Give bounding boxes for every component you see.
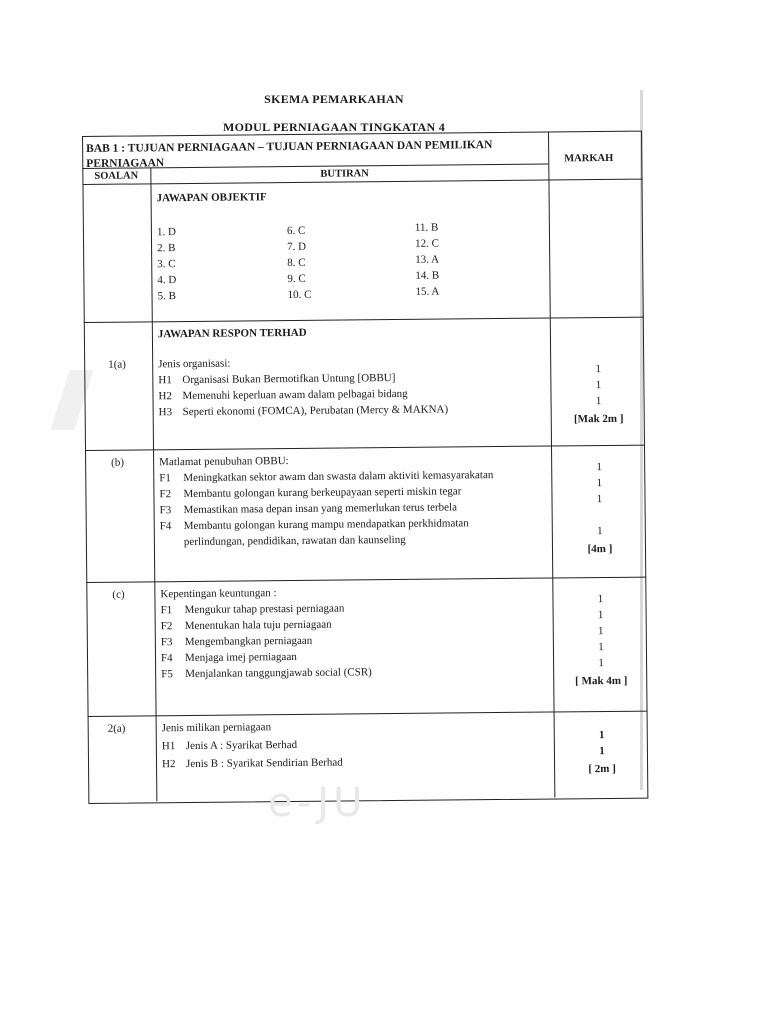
mark-value: 1 bbox=[596, 477, 603, 490]
point-text: Jenis B : Syarikat Sendirian Berhad bbox=[185, 756, 343, 771]
question-number: (b) bbox=[111, 456, 125, 469]
question-number: (c) bbox=[112, 588, 125, 601]
question-intro: Kepentingan keuntungan : bbox=[160, 587, 277, 601]
column-header-soalan: SOALAN bbox=[94, 170, 139, 182]
point-text: Menjalankan tanggungjawab social (CSR) bbox=[185, 666, 372, 681]
point-text: Meningkatkan sektor awam dan swasta dalam aktiviti kemasyarakatan bbox=[183, 469, 494, 485]
point-code: F2 bbox=[160, 620, 173, 633]
answer-item: 1. D bbox=[156, 226, 176, 239]
mark-value: 1 bbox=[598, 641, 604, 654]
point-item bbox=[162, 738, 297, 753]
answer-item: 9. C bbox=[287, 272, 306, 286]
point-code: F3 bbox=[160, 636, 173, 649]
response-section-heading: JAWAPAN RESPON TERHAD bbox=[157, 326, 307, 341]
mark-value: 1 bbox=[597, 593, 604, 606]
answer-item: 5. B bbox=[157, 290, 176, 303]
answer-item: 14. B bbox=[415, 269, 440, 282]
question-number: 2(a) bbox=[107, 722, 126, 735]
mark-value: 1 bbox=[595, 379, 602, 392]
point-item bbox=[158, 371, 395, 387]
point-text: Jenis A : Syarikat Berhad bbox=[185, 738, 298, 753]
point-text: Mengembangkan perniagaan bbox=[184, 634, 313, 649]
answer-item: 11. B bbox=[414, 221, 439, 234]
answer-item: 2. B bbox=[157, 242, 176, 255]
point-item bbox=[161, 634, 313, 649]
point-item bbox=[162, 756, 343, 772]
question-intro: Matlamat penubuhan OBBU: bbox=[159, 455, 289, 469]
point-item bbox=[160, 516, 469, 533]
point-text: Seperti ekonomi (FOMCA), Perubatan (Mercy & MAKNA) bbox=[182, 403, 449, 419]
mark-value: 1 bbox=[595, 363, 602, 376]
mark-value: 1 bbox=[599, 745, 605, 758]
answer-item: 4. D bbox=[157, 274, 177, 287]
point-text: Memastikan masa depan insan yang memerlukan terus terbela bbox=[183, 501, 458, 517]
point-code: H2 bbox=[158, 390, 173, 403]
point-text: Membantu golongan kurang berkeupayaan seperti miskin tegar bbox=[183, 485, 462, 501]
answer-item: 7. D bbox=[287, 240, 307, 254]
answer-item: 15. A bbox=[415, 285, 440, 298]
answer-item: 12. C bbox=[414, 237, 439, 250]
point-code: H1 bbox=[158, 374, 172, 387]
question-intro: Jenis organisasi: bbox=[158, 357, 231, 371]
point-text: Organisasi Bukan Bermotifkan Untung [OBBU] bbox=[182, 372, 396, 387]
point-item bbox=[159, 484, 461, 501]
mark-total: [ 2m ] bbox=[588, 762, 616, 776]
point-text: Menentukan hala tuju perniagaan bbox=[184, 618, 332, 633]
mark-total: [Mak 2m ] bbox=[573, 412, 624, 426]
point-code: F4 bbox=[160, 652, 173, 665]
mark-total: [4m ] bbox=[587, 542, 613, 556]
point-text: Menjaga imej perniagaan bbox=[184, 650, 297, 665]
point-continuation: perlindungan, pendidikan, rawatan dan kaunseling bbox=[183, 533, 406, 549]
marking-scheme-table bbox=[82, 131, 648, 804]
point-item bbox=[161, 618, 332, 634]
document-subtitle: MODUL PERNIAGAAN TINGKATAN 4 bbox=[222, 120, 446, 134]
column-header-markah: MARKAH bbox=[564, 152, 614, 165]
point-item bbox=[160, 602, 344, 618]
point-item bbox=[159, 402, 449, 419]
point-code: H1 bbox=[161, 740, 176, 753]
point-item bbox=[161, 665, 372, 681]
mark-total: [ Mak 4m ] bbox=[575, 674, 628, 688]
document-title: SKEMA PEMARKAHAN bbox=[264, 92, 404, 106]
question-number: 1(a) bbox=[108, 358, 126, 371]
answer-item: 8. C bbox=[287, 256, 306, 270]
point-item bbox=[158, 387, 407, 403]
objective-heading: JAWAPAN OBJEKTIF bbox=[156, 191, 267, 205]
point-code: H2 bbox=[161, 758, 176, 771]
point-item bbox=[160, 500, 458, 517]
point-code: F1 bbox=[160, 604, 173, 617]
mark-value: 1 bbox=[598, 657, 604, 670]
point-item bbox=[161, 650, 297, 665]
answer-item: 3. C bbox=[157, 258, 176, 271]
column-header-butiran: BUTIRAN bbox=[320, 168, 369, 180]
answer-item: 10. C bbox=[287, 288, 312, 302]
mark-value: 1 bbox=[596, 493, 603, 506]
point-text: Mengukur tahap prestasi perniagaan bbox=[184, 602, 345, 617]
answer-item: 6. C bbox=[286, 224, 306, 238]
mark-value: 1 bbox=[597, 609, 604, 622]
point-code: F5 bbox=[161, 668, 173, 681]
chapter-heading: BAB 1 : TUJUAN PERNIAGAAN – TUJUAN PERNIAGAAN DAN PEMILIKAN PERNIAGAAN bbox=[86, 139, 493, 170]
point-code: F3 bbox=[159, 504, 172, 517]
answer-item: 13. A bbox=[415, 253, 440, 266]
point-text: Memenuhi keperluan awam dalam pelbagai bidang bbox=[182, 387, 408, 403]
mark-value: 1 bbox=[596, 461, 603, 474]
point-code: F2 bbox=[159, 488, 172, 501]
question-intro: Jenis milikan perniagaan bbox=[161, 721, 272, 735]
point-text: Membantu golongan kurang mampu mendapatkan perkhidmatan bbox=[183, 517, 469, 533]
watermark: e-JU bbox=[268, 780, 367, 826]
point-code: F4 bbox=[159, 520, 172, 533]
point-code: H3 bbox=[158, 406, 173, 419]
mark-value: 1 bbox=[595, 395, 602, 408]
mark-value: 1 bbox=[597, 625, 604, 638]
mark-value: 1 bbox=[597, 525, 603, 538]
point-code: F1 bbox=[159, 472, 171, 485]
mark-value: 1 bbox=[598, 729, 605, 742]
